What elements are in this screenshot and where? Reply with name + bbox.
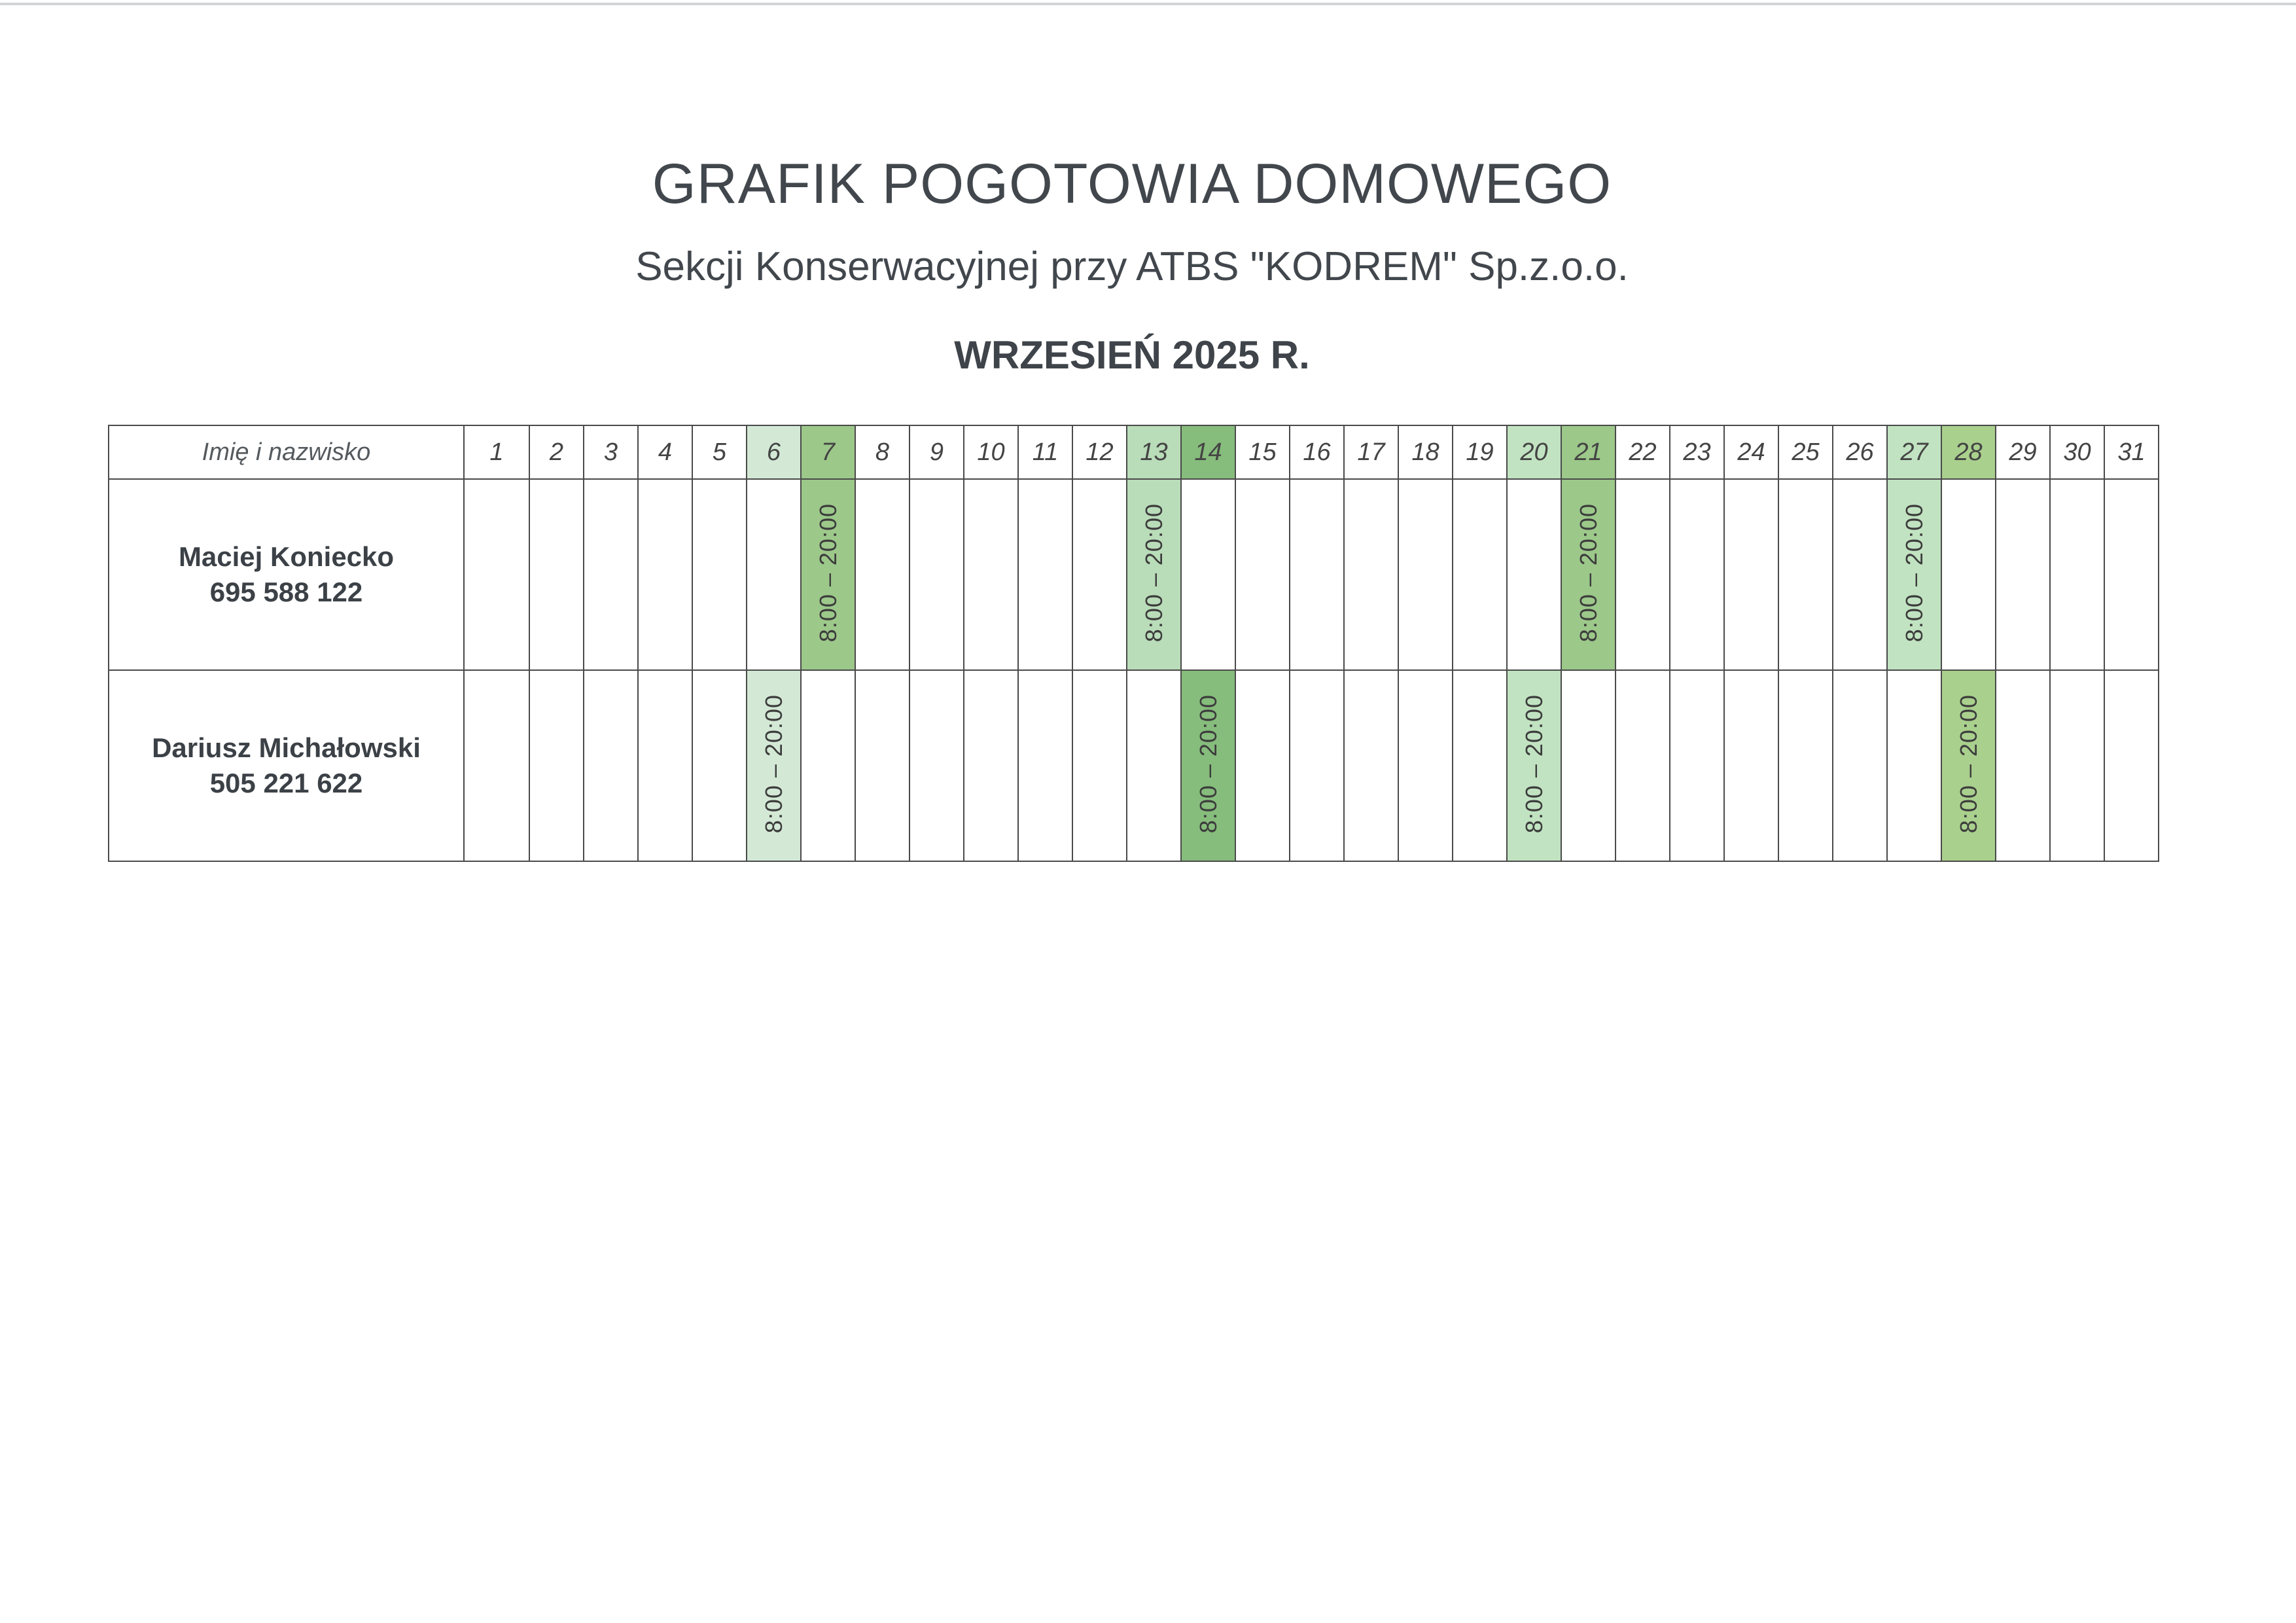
day-cell-31 [2104, 479, 2159, 670]
day-cell-7 [801, 479, 855, 670]
day-cell-1 [464, 479, 529, 670]
day-header-11: 11 [1018, 425, 1072, 479]
day-cell-19 [1453, 670, 1507, 861]
day-header-15: 15 [1235, 425, 1290, 479]
day-cell-26 [1833, 670, 1887, 861]
day-cell-15 [1235, 479, 1290, 670]
day-cell-10 [964, 670, 1018, 861]
day-cell-29 [1996, 670, 2050, 861]
day-cell-1 [464, 670, 529, 861]
day-header-7: 7 [801, 425, 855, 479]
person-phone: 695 588 122 [209, 577, 363, 607]
day-cell-31 [2104, 670, 2159, 861]
day-header-28: 28 [1941, 425, 1996, 479]
day-cell-12 [1072, 670, 1127, 861]
day-cell-8 [855, 479, 910, 670]
day-cell-11 [1018, 670, 1072, 861]
day-header-3: 3 [584, 425, 638, 479]
shift-label: 8:00 – 20:00 [1520, 694, 1547, 834]
day-header-1: 1 [464, 425, 529, 479]
day-header-8: 8 [855, 425, 910, 479]
day-cell-11 [1018, 479, 1072, 670]
person-phone: 505 221 622 [209, 768, 363, 798]
day-cell-5 [692, 479, 747, 670]
day-cell-13 [1127, 670, 1181, 861]
shift-label: 8:00 – 20:00 [1574, 503, 1602, 643]
day-cell-28 [1941, 670, 1996, 861]
day-header-31: 31 [2104, 425, 2159, 479]
document-title: GRAFIK POGOTOWIA DOMOWEGO [652, 152, 1612, 215]
person-cell [109, 670, 464, 861]
header-row [109, 425, 2159, 479]
day-cell-6 [747, 670, 801, 861]
day-cell-29 [1996, 479, 2050, 670]
day-cell-25 [1778, 670, 1833, 861]
day-cell-22 [1616, 670, 1670, 861]
day-header-4: 4 [638, 425, 692, 479]
day-cell-26 [1833, 479, 1887, 670]
day-cell-4 [638, 479, 692, 670]
day-cell-9 [910, 670, 964, 861]
day-cell-12 [1072, 479, 1127, 670]
day-cell-23 [1670, 479, 1724, 670]
day-cell-14 [1181, 670, 1235, 861]
day-cell-3 [584, 479, 638, 670]
name-column-header: Imię i nazwisko [109, 425, 464, 479]
day-header-22: 22 [1616, 425, 1670, 479]
day-cell-27 [1887, 479, 1941, 670]
day-cell-16 [1290, 479, 1344, 670]
shift-label: 8:00 – 20:00 [1194, 694, 1222, 834]
day-cell-18 [1398, 479, 1453, 670]
day-header-27: 27 [1887, 425, 1941, 479]
shift-label: 8:00 – 20:00 [814, 503, 841, 643]
day-header-18: 18 [1398, 425, 1453, 479]
day-header-21: 21 [1561, 425, 1616, 479]
day-cell-21 [1561, 670, 1616, 861]
day-cell-10 [964, 479, 1018, 670]
day-cell-24 [1724, 479, 1778, 670]
day-cell-4 [638, 670, 692, 861]
day-cell-20 [1507, 479, 1561, 670]
day-cell-21 [1561, 479, 1616, 670]
day-cell-13 [1127, 479, 1181, 670]
day-cell-24 [1724, 670, 1778, 861]
day-header-29: 29 [1996, 425, 2050, 479]
day-cell-20 [1507, 670, 1561, 861]
person-row [109, 479, 2159, 670]
shift-label: 8:00 – 20:00 [1954, 694, 1982, 834]
day-cell-23 [1670, 670, 1724, 861]
top-rule [0, 3, 2296, 5]
day-header-10: 10 [964, 425, 1018, 479]
day-cell-27 [1887, 670, 1941, 861]
day-header-17: 17 [1344, 425, 1398, 479]
day-header-14: 14 [1181, 425, 1235, 479]
schedule-table [108, 425, 2159, 862]
day-cell-28 [1941, 479, 1996, 670]
day-cell-16 [1290, 670, 1344, 861]
day-header-13: 13 [1127, 425, 1181, 479]
person-row [109, 670, 2159, 861]
day-cell-8 [855, 670, 910, 861]
day-cell-2 [529, 670, 584, 861]
month-heading: WRZESIEŃ 2025 R. [954, 333, 1310, 377]
day-cell-30 [2050, 479, 2104, 670]
day-cell-9 [910, 479, 964, 670]
shift-label: 8:00 – 20:00 [760, 694, 787, 834]
shift-label: 8:00 – 20:00 [1140, 503, 1167, 643]
day-cell-5 [692, 670, 747, 861]
day-cell-6 [747, 479, 801, 670]
day-cell-2 [529, 479, 584, 670]
day-cell-22 [1616, 479, 1670, 670]
day-cell-17 [1344, 479, 1398, 670]
day-header-19: 19 [1453, 425, 1507, 479]
day-header-26: 26 [1833, 425, 1887, 479]
day-header-12: 12 [1072, 425, 1127, 479]
day-header-23: 23 [1670, 425, 1724, 479]
person-name: Dariusz Michałowski [152, 732, 421, 763]
day-header-30: 30 [2050, 425, 2104, 479]
person-name: Maciej Koniecko [178, 541, 395, 572]
day-cell-30 [2050, 670, 2104, 861]
day-cell-18 [1398, 670, 1453, 861]
person-cell [109, 479, 464, 670]
day-cell-25 [1778, 479, 1833, 670]
day-header-20: 20 [1507, 425, 1561, 479]
day-header-24: 24 [1724, 425, 1778, 479]
shift-label: 8:00 – 20:00 [1900, 503, 1928, 643]
day-header-2: 2 [529, 425, 584, 479]
day-header-6: 6 [747, 425, 801, 479]
day-cell-17 [1344, 670, 1398, 861]
day-cell-3 [584, 670, 638, 861]
day-cell-14 [1181, 479, 1235, 670]
day-cell-7 [801, 670, 855, 861]
day-cell-15 [1235, 670, 1290, 861]
day-cell-19 [1453, 479, 1507, 670]
day-header-16: 16 [1290, 425, 1344, 479]
day-header-9: 9 [910, 425, 964, 479]
document-subtitle: Sekcji Konserwacyjnej przy ATBS "KODREM" Sp.z.o.o. [635, 244, 1629, 289]
day-header-25: 25 [1778, 425, 1833, 479]
day-header-5: 5 [692, 425, 747, 479]
